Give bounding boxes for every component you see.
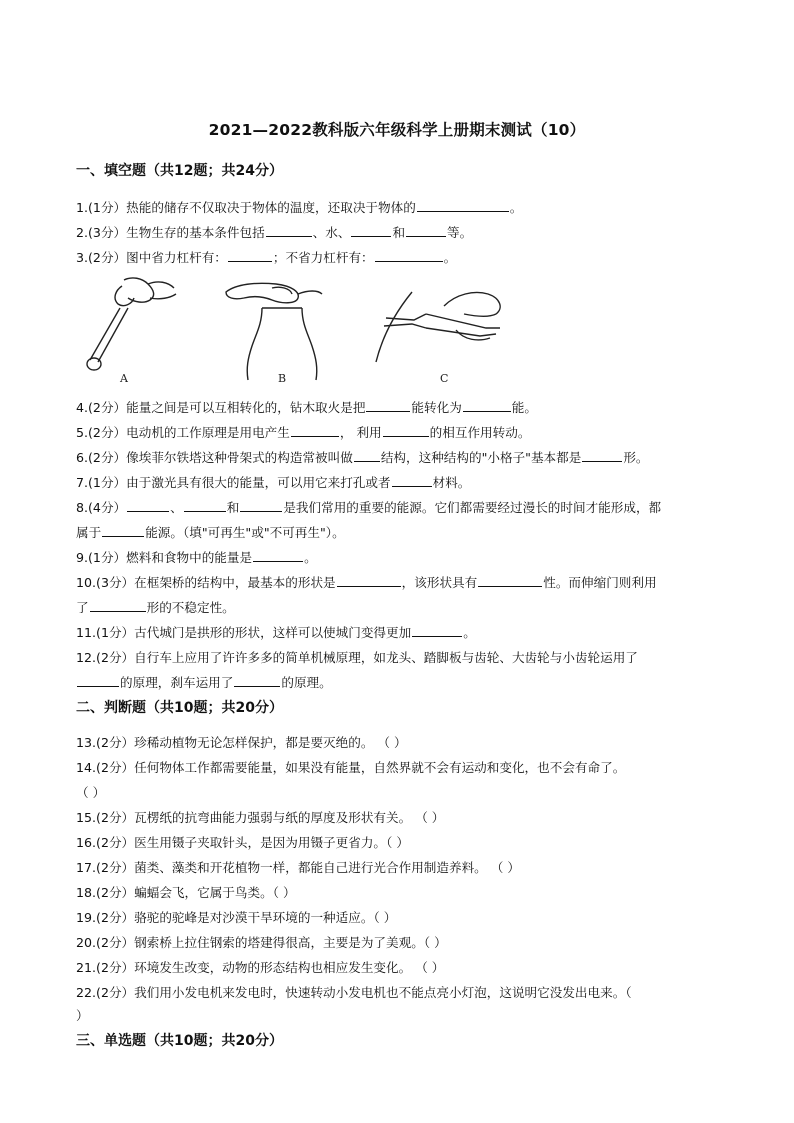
- answer-blank[interactable]: [291, 424, 339, 437]
- question-10-cont: 了 形的不稳定性。: [76, 600, 235, 615]
- question-13: 13.(2分）珍稀动植物无论怎样保护，都是要灭绝的。 （ ）: [76, 735, 407, 750]
- question-17: 17.(2分）菌类、藻类和开花植物一样，都能自己进行光合作用制造养料。 （ ）: [76, 860, 520, 875]
- question-10: 10.(3分）在框架桥的结构中，最基本的形状是 ，该形状具有 性。而伸缩门则利用: [76, 575, 657, 590]
- answer-blank[interactable]: [90, 599, 146, 612]
- answer-blank[interactable]: [127, 499, 169, 512]
- answer-blank[interactable]: [266, 224, 312, 237]
- question-1: 1.(1分）热能的储存不仅取决于物体的温度，还取决于物体的 。: [76, 200, 523, 215]
- question-14-cont: （ ）: [76, 785, 106, 800]
- question-11: 11.(1分）古代城门是拱形的形状，这样可以使城门变得更加 。: [76, 625, 476, 640]
- question-2: 2.(3分）生物生存的基本条件包括 、水、 和 等。: [76, 225, 473, 240]
- answer-blank[interactable]: [417, 199, 509, 212]
- question-12-cont: 的原理，刹车运用了 的原理。: [76, 672, 332, 691]
- question-18: 18.(2分）蝙蝠会飞，它属于鸟类。（ ）: [76, 885, 296, 900]
- figure-label-b: B: [278, 372, 287, 385]
- page-title: 2021—2022教科版六年级科学上册期末测试（10）: [208, 121, 586, 139]
- question-3: 3.(2分）图中省力杠杆有： ；不省力杠杆有： 。: [76, 250, 457, 265]
- answer-blank[interactable]: [406, 224, 446, 237]
- answer-blank[interactable]: [582, 449, 622, 462]
- answer-blank[interactable]: [412, 624, 462, 637]
- answer-blank[interactable]: [354, 449, 380, 462]
- answer-blank[interactable]: [234, 674, 280, 687]
- question-20: 20.(2分）钢索桥上拉住钢索的塔建得很高，主要是为了美观。（ ）: [76, 935, 447, 950]
- question-19: 19.(2分）骆驼的驼峰是对沙漠干旱环境的一种适应。（ ）: [76, 910, 397, 925]
- question-6: 6.(2分）像埃菲尔铁塔这种骨架式的构造常被叫做 结构，这种结构的"小格子"基本都是 形。: [76, 450, 649, 465]
- question-22-cont: ）: [76, 1008, 89, 1023]
- answer-blank[interactable]: [478, 574, 542, 587]
- answer-blank[interactable]: [392, 474, 432, 487]
- question-22: 22.(2分）我们用小发电机来发电时，快速转动小发电机也不能点亮小灯泡，这说明它没发出电来。（: [76, 985, 632, 1000]
- question-5: 5.(2分）电动机的工作原理是用电产生 ， 利用 的相互作用转动。: [76, 425, 531, 440]
- figure-c-pliers: [376, 292, 500, 362]
- answer-blank[interactable]: [383, 424, 429, 437]
- question-4: 4.(2分）能量之间是可以互相转化的，钻木取火是把 能转化为 能。: [76, 400, 537, 415]
- answer-blank[interactable]: [184, 499, 226, 512]
- lever-figure: [76, 268, 516, 388]
- figure-label-a: A: [120, 372, 128, 385]
- answer-blank[interactable]: [463, 399, 511, 412]
- question-8: 8.(4分） 、 和 是我们常用的重要的能源。它们都需要经过漫长的时间才能形成，都: [76, 500, 662, 515]
- question-8-cont: 属于 能源。（填"可再生"或"不可再生"）。: [76, 525, 345, 540]
- question-9: 9.(1分）燃料和食物中的能量是 。: [76, 550, 317, 565]
- answer-blank[interactable]: [77, 674, 119, 687]
- figure-b-bottle-opener: [226, 283, 322, 380]
- answer-blank[interactable]: [253, 549, 303, 562]
- question-16: 16.(2分）医生用镊子夹取针头，是因为用镊子更省力。（ ）: [76, 835, 409, 850]
- question-7: 7.(1分）由于激光具有很大的能量，可以用它来打孔或者 材料。: [76, 475, 471, 490]
- figure-label-c: C: [440, 372, 449, 385]
- answer-blank[interactable]: [366, 399, 410, 412]
- question-14: 14.(2分）任何物体工作都需要能量，如果没有能量，自然界就不会有运动和变化，也不会有命了。: [76, 760, 626, 775]
- question-21: 21.(2分）环境发生改变，动物的形态结构也相应发生变化。 （ ）: [76, 960, 445, 975]
- question-12: 12.(2分）自行车上应用了许许多多的简单机械原理，如龙头、踏脚板与齿轮、大齿轮与小齿轮运用了: [76, 650, 638, 665]
- question-15: 15.(2分）瓦楞纸的抗弯曲能力强弱与纸的厚度及形状有关。 （ ）: [76, 810, 445, 825]
- answer-blank[interactable]: [351, 224, 391, 237]
- answer-blank[interactable]: [240, 499, 282, 512]
- answer-blank[interactable]: [228, 249, 272, 262]
- answer-blank[interactable]: [337, 574, 401, 587]
- answer-blank[interactable]: [102, 524, 144, 537]
- section-fill-blank: 一、填空题（共12题；共24分）: [76, 163, 283, 179]
- section-single-choice: 三、单选题（共10题；共20分）: [76, 1033, 283, 1049]
- figure-a-tongs: [87, 278, 176, 370]
- section-true-false: 二、判断题（共10题；共20分）: [76, 700, 283, 716]
- answer-blank[interactable]: [375, 249, 443, 262]
